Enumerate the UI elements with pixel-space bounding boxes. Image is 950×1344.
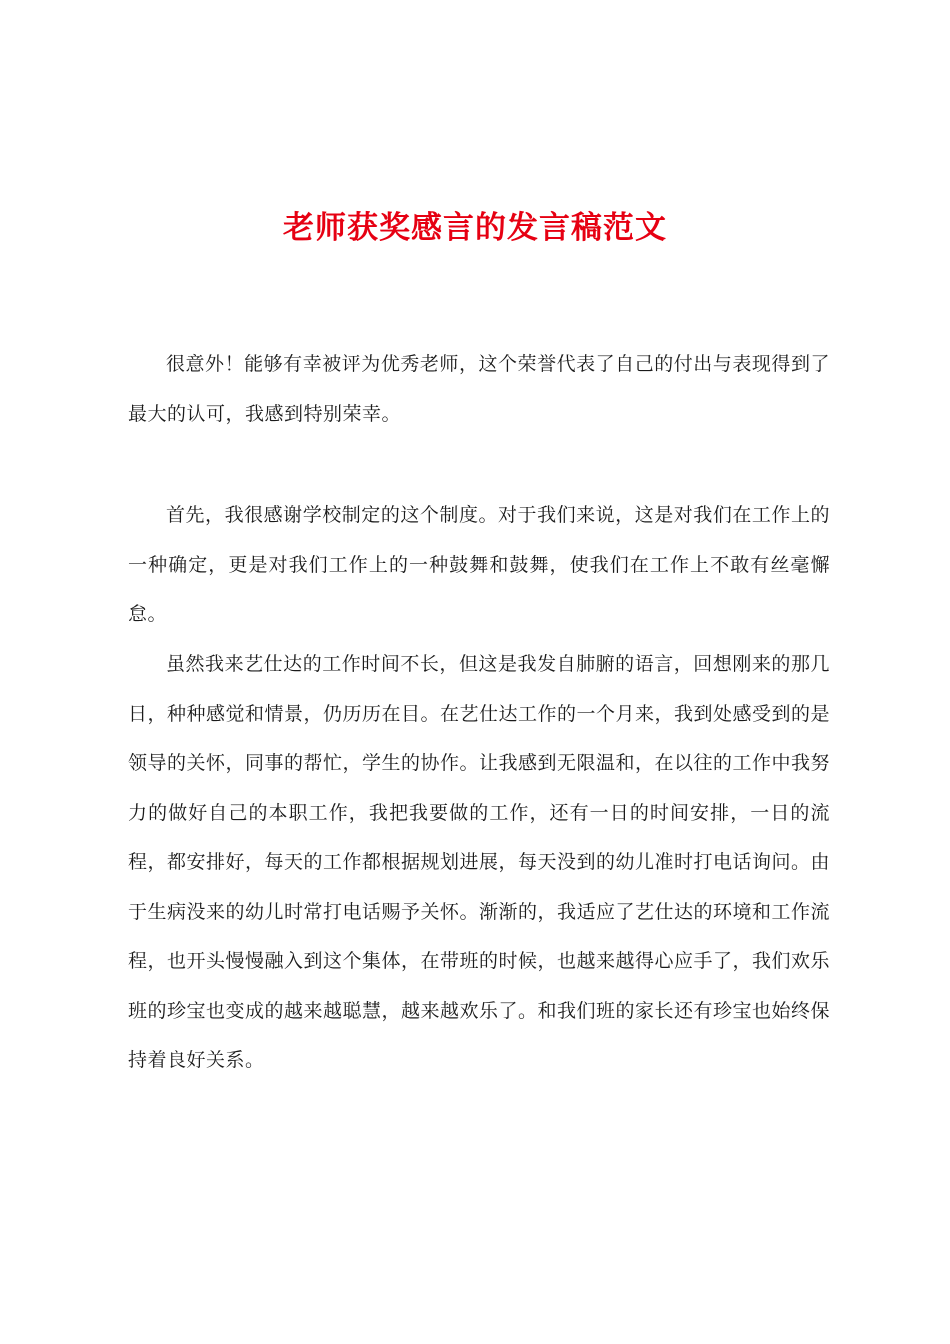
paragraph-experience: 虽然我来艺仕达的工作时间不长，但这是我发自肺腑的语言，回想刚来的那几日，种种感觉和情景，仍历历在目。在艺仕达工作的一个月来，我到处感受到的是领导的关怀，同事的帮忙，学生的协作。让我感到无限温和，在以往的工作中我努力的做好自己的本职工作，我把我要做的工作，还有一日的时间安排，一日的流程，都安排好，每天的工作都根据规划进展，每天没到的幼儿准时打电话询问。由于生病没来的幼儿时常打电话赐予关怀。渐渐的，我适应了艺仕达的环境和工作流程，也开头慢慢融入到这个集体，在带班的时候，也越来越得心应手了，我们欢乐班的珍宝也变成的越来越聪慧，越来越欢乐了。和我们班的家长还有珍宝也始终保持着良好关系。	[128, 653, 831, 1071]
document-title: 老师获奖感言的发言稿范文	[283, 210, 667, 246]
paragraph-intro: 很意外！能够有幸被评为优秀老师，这个荣誉代表了自己的付出与表现得到了最大的认可，我感到特别荣幸。	[128, 353, 830, 425]
paragraph-thanks: 首先，我很感谢学校制定的这个制度。对于我们来说，这是对我们在工作上的一种确定，更是对我们工作上的一种鼓舞和鼓舞，使我们在工作上不敢有丝毫懈怠。	[128, 504, 830, 625]
